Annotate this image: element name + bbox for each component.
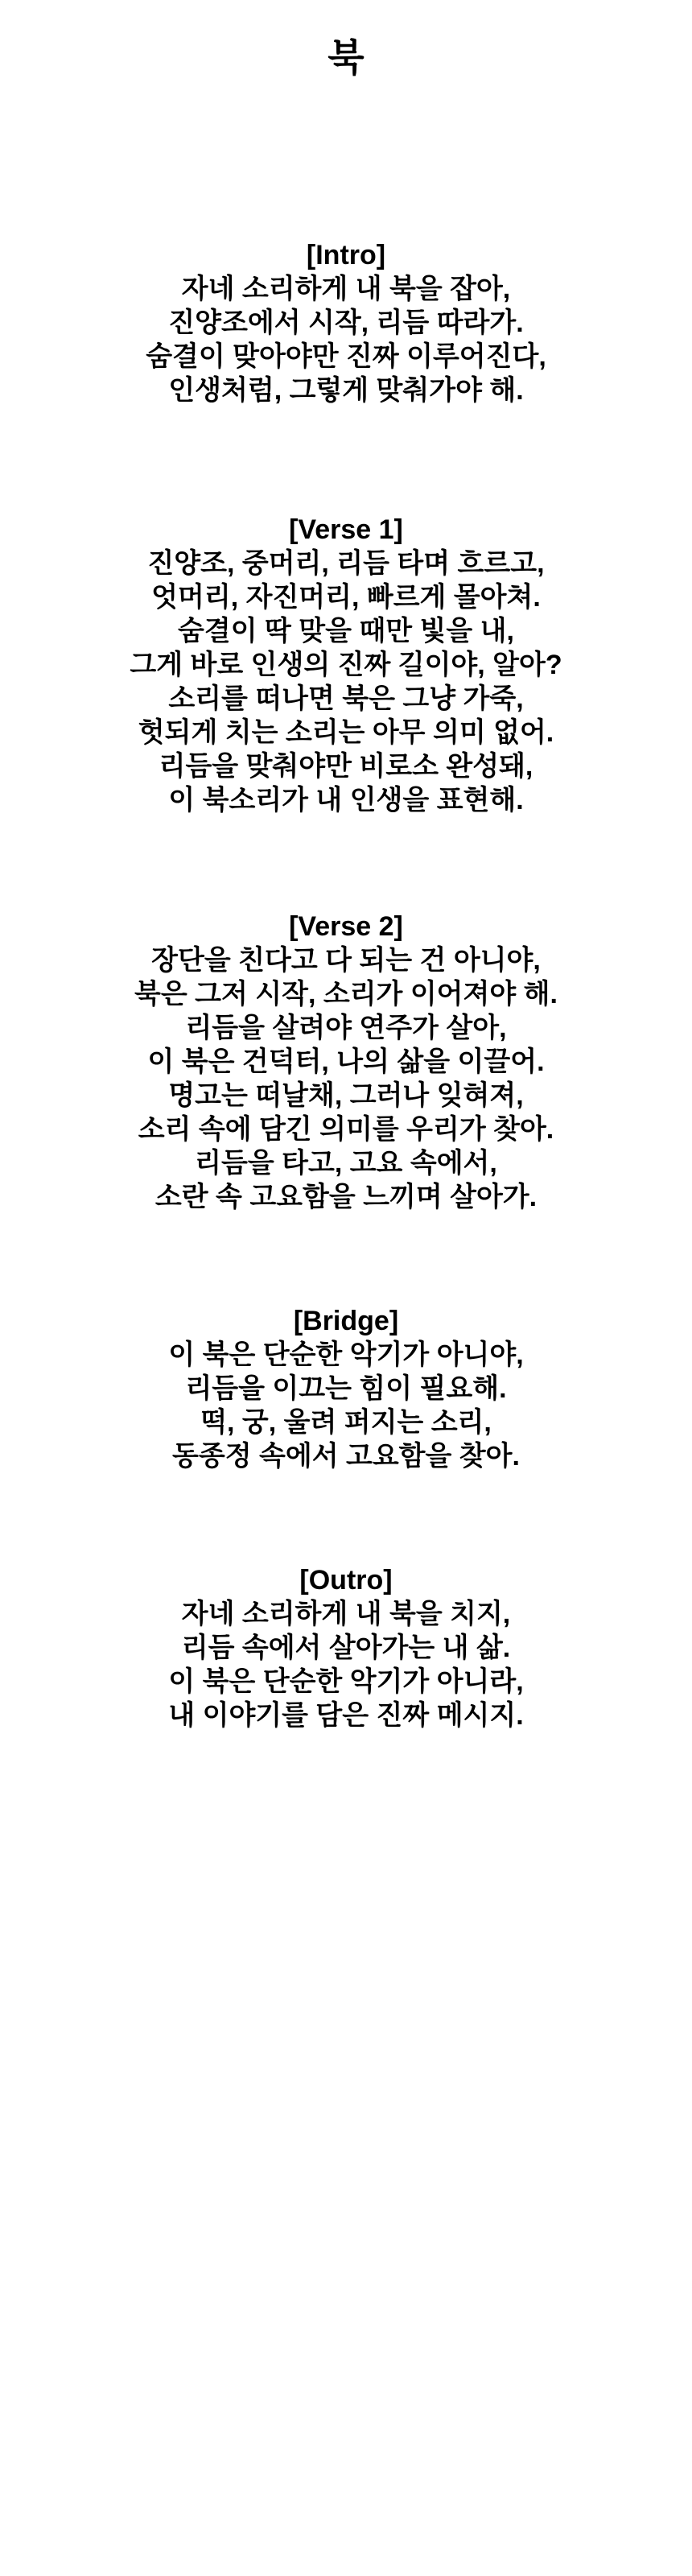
lyric-line: 이 북은 단순한 악기가 아니야, (168, 1340, 524, 1370)
lyric-line: 리듬을 맞춰야만 비로소 완성돼, (159, 751, 533, 782)
lyric-line: 소리를 떠나면 북은 그냥 가죽, (168, 683, 524, 714)
section-outro (0, 1563, 692, 1732)
section-header-bridge: [Bridge] (293, 1306, 399, 1336)
lyric-line: 떡, 궁, 울려 퍼지는 소리, (200, 1407, 492, 1438)
section-header-outro: [Outro] (299, 1565, 393, 1596)
lyric-line: 소리 속에 담긴 의미를 우리가 찾아. (138, 1114, 554, 1145)
lyric-line: 리듬을 이끄는 힘이 필요해. (185, 1373, 507, 1404)
section-header-verse-2: [Verse 2] (289, 911, 403, 942)
lyric-line: 동종정 속에서 고요함을 찾아. (172, 1441, 520, 1472)
lyric-line: 그게 바로 인생의 진짜 길이야, 알아? (130, 650, 562, 680)
lyric-line: 숨결이 맞아야만 진짜 이루어진다, (146, 341, 546, 372)
lyric-line: 리듬 속에서 살아가는 내 삶. (181, 1633, 511, 1663)
lyric-line: 자네 소리하게 내 북을 치지, (181, 1599, 511, 1629)
lyric-line: 리듬을 타고, 고요 속에서, (195, 1148, 497, 1179)
lyric-line: 리듬을 살려야 연주가 살아, (185, 1013, 507, 1043)
section-header-verse-1: [Verse 1] (289, 514, 403, 545)
lyric-line: 이 북소리가 내 인생을 표현해. (168, 785, 524, 815)
lyric-line: 장단을 친다고 다 되는 건 아니야, (151, 945, 541, 976)
section-header-intro: [Intro] (306, 240, 386, 270)
lyric-line: 엇머리, 자진머리, 빠르게 몰아쳐. (151, 582, 541, 613)
lyric-line: 이 북은 단순한 악기가 아니라, (168, 1666, 524, 1697)
lyric-line: 진양조, 중머리, 리듬 타며 흐르고, (147, 548, 545, 579)
lyric-line: 자네 소리하게 내 북을 잡아, (181, 274, 511, 304)
section-verse-1 (0, 513, 692, 817)
section-bridge (0, 1304, 692, 1473)
section-intro (0, 238, 692, 407)
lyric-line: 진양조에서 시작, 리듬 따라가. (168, 308, 524, 338)
lyric-line: 헛되게 치는 소리는 아무 의미 없어. (138, 717, 554, 748)
page-title: 북 (327, 36, 365, 79)
lyric-line: 숨결이 딱 맞을 때만 빛을 내, (178, 616, 514, 646)
section-verse-2 (0, 910, 692, 1214)
lyric-line: 명고는 떠날채, 그러나 잊혀져, (168, 1080, 524, 1111)
lyric-line: 내 이야기를 담은 진짜 메시지. (168, 1700, 524, 1731)
lyric-line: 인생처럼, 그렇게 맞춰가야 해. (168, 375, 524, 406)
lyric-line: 소란 속 고요함을 느끼며 살아가. (154, 1182, 538, 1212)
lyric-line: 이 북은 건덕터, 나의 삶을 이끌어. (147, 1046, 545, 1077)
lyric-line: 북은 그저 시작, 소리가 이어져야 해. (134, 979, 558, 1009)
